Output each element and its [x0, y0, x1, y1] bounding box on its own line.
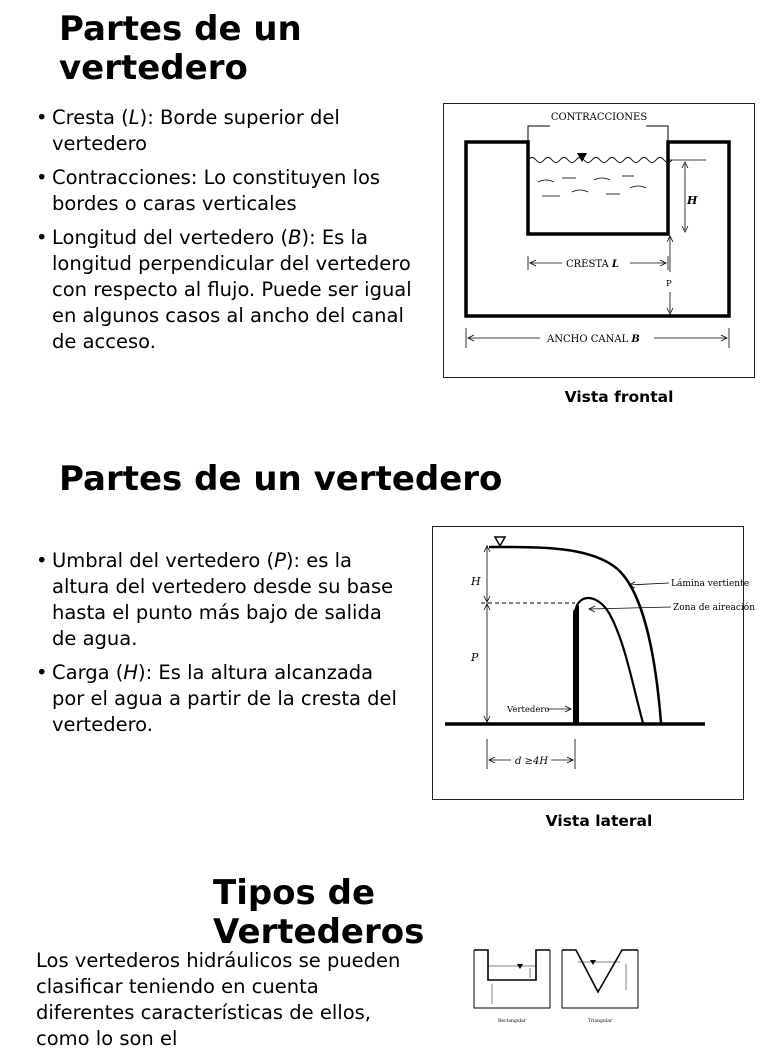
- slide-title: Tipos de Vertederos: [213, 873, 425, 952]
- bullet-text: Cresta (: [52, 106, 129, 129]
- hp-dimension: [484, 545, 490, 723]
- label-d: d ≥4H: [515, 756, 549, 767]
- water-surface: [528, 158, 672, 163]
- bullet-text: ): Borde superior del vertedero: [52, 106, 340, 155]
- label-contracciones: CONTRACCIONES: [550, 112, 648, 123]
- zona-leader: [589, 606, 671, 612]
- slide-partes-frontal: [0, 0, 768, 440]
- front-view-figure: [443, 103, 755, 378]
- slide-title: Partes de un vertedero: [59, 9, 302, 88]
- bullet-umbral: [36, 548, 408, 652]
- label-p: P: [666, 279, 672, 289]
- water-level-icon: [495, 537, 505, 546]
- bullet-cresta: [36, 105, 416, 157]
- slide-title: Partes de un vertedero: [59, 459, 503, 499]
- bullet-term: B: [288, 226, 302, 249]
- bullet-text: Umbral del vertedero (: [52, 549, 275, 572]
- nappe-lower: [575, 598, 643, 723]
- lamina-leader: [629, 582, 669, 588]
- label-zona: Zona de aireación: [673, 603, 756, 613]
- label-triangular: Triangular: [587, 1019, 613, 1024]
- weir-types-diagram: [470, 946, 640, 1024]
- bullet-text: ): Es la longitud perpendicular del vertedero con respecto al flujo. Puede ser igual en algunos casos al ancho del canal de acceso.: [52, 226, 412, 353]
- label-cresta: CRESTA L: [566, 259, 619, 270]
- label-h: H: [471, 575, 481, 588]
- contraction-bracket: [528, 126, 668, 142]
- intro-paragraph: Los vertederos hidráulicos se pueden clasificar teniendo en cuenta diferentes características de ellos, como lo son el: [36, 949, 401, 1050]
- front-view-diagram: [444, 104, 754, 377]
- figure-caption: Vista lateral: [545, 812, 653, 830]
- side-view-diagram: [433, 527, 756, 799]
- label-ancho: ANCHO CANAL B: [547, 334, 640, 345]
- slide-tipos: [0, 860, 768, 1050]
- bullet-text: Longitud del vertedero (: [52, 226, 289, 249]
- label-p: P: [471, 651, 479, 664]
- bullet-contracciones: [36, 165, 416, 217]
- bullet-list: [36, 105, 416, 363]
- bullet-text: ): Es la altura alcanzada por el agua a partir de la cresta del vertedero.: [52, 661, 397, 736]
- weir-outline: [466, 142, 729, 316]
- weir-plate: [573, 605, 579, 723]
- water-ripples: [538, 176, 646, 196]
- bullet-list: [36, 548, 408, 746]
- bullet-term: L: [128, 106, 140, 129]
- bullet-term: P: [274, 549, 286, 572]
- weir-types-thumbnails: [470, 946, 640, 1024]
- bullet-text: Carga (: [52, 661, 124, 684]
- bullet-longitud: [36, 225, 416, 355]
- label-h: H: [687, 194, 698, 207]
- bullet-text: Contracciones: Lo constituyen los bordes o caras verticales: [52, 166, 381, 215]
- bullet-carga: [36, 660, 408, 738]
- triangular-weir-thumb: [562, 950, 638, 1008]
- bullet-term: H: [123, 661, 139, 684]
- side-view-figure: [432, 526, 756, 800]
- bullet-text: ): es la altura del vertedero desde su base hasta el punto más bajo de salida de agua.: [52, 549, 394, 650]
- label-rectangular: Rectangular: [497, 1019, 527, 1024]
- rectangular-weir-thumb: [474, 950, 550, 1008]
- slide-partes-lateral: [0, 440, 768, 860]
- figure-caption: Vista frontal: [564, 388, 674, 406]
- label-vertedero: Vertedero: [507, 705, 550, 715]
- label-lamina: Lámina vertiente: [671, 579, 750, 589]
- vertedero-leader: [547, 706, 571, 712]
- p-dimension: [667, 236, 673, 314]
